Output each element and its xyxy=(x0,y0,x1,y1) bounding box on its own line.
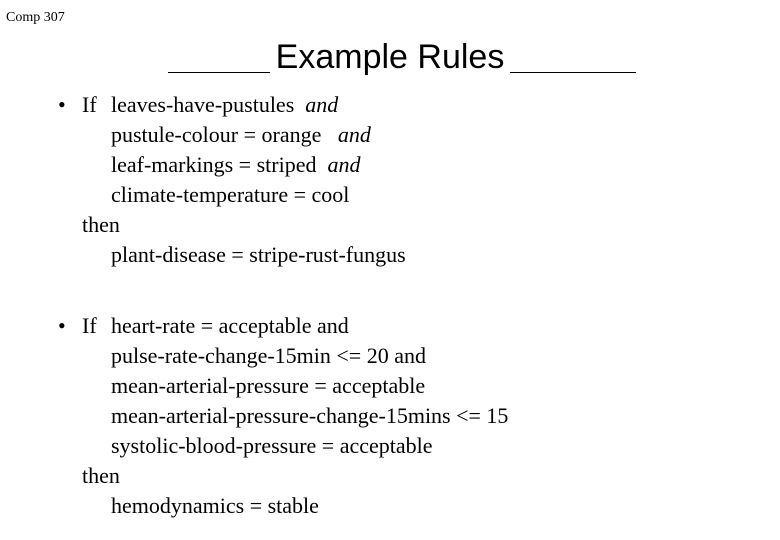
condition xyxy=(111,150,360,180)
condition-conjunction: and xyxy=(327,152,361,177)
conclusion: hemodynamics = stable xyxy=(111,493,319,518)
page-title xyxy=(0,38,780,77)
condition: mean-arterial-pressure = acceptable xyxy=(111,373,426,398)
condition xyxy=(111,90,338,120)
bullet: • xyxy=(58,92,66,117)
condition: systolic-blood-pressure = acceptable xyxy=(111,433,433,458)
course-label: Comp 307 xyxy=(6,10,65,25)
condition-text: climate-temperature = cool xyxy=(111,182,350,207)
then-label: then xyxy=(82,463,120,488)
condition-text: leaves-have-pustules xyxy=(111,92,295,117)
conclusion: plant-disease = stripe-rust-fungus xyxy=(111,242,406,267)
condition xyxy=(111,120,371,150)
page-title-text: Example Rules xyxy=(270,38,511,76)
condition-conjunction: and xyxy=(337,122,371,147)
condition-text: pustule-colour = orange xyxy=(111,122,322,147)
if-label: If xyxy=(82,92,97,117)
condition xyxy=(111,180,349,210)
then-label: then xyxy=(82,212,120,237)
condition: pulse-rate-change-15min <= 20 and xyxy=(111,343,426,368)
condition: heart-rate = acceptable and xyxy=(111,313,349,338)
bullet: • xyxy=(58,313,66,338)
condition: mean-arterial-pressure-change-15mins <= 15 xyxy=(111,403,509,428)
condition-conjunction: and xyxy=(305,92,339,117)
if-label: If xyxy=(82,313,97,338)
condition-text: leaf-markings = striped xyxy=(111,152,317,177)
